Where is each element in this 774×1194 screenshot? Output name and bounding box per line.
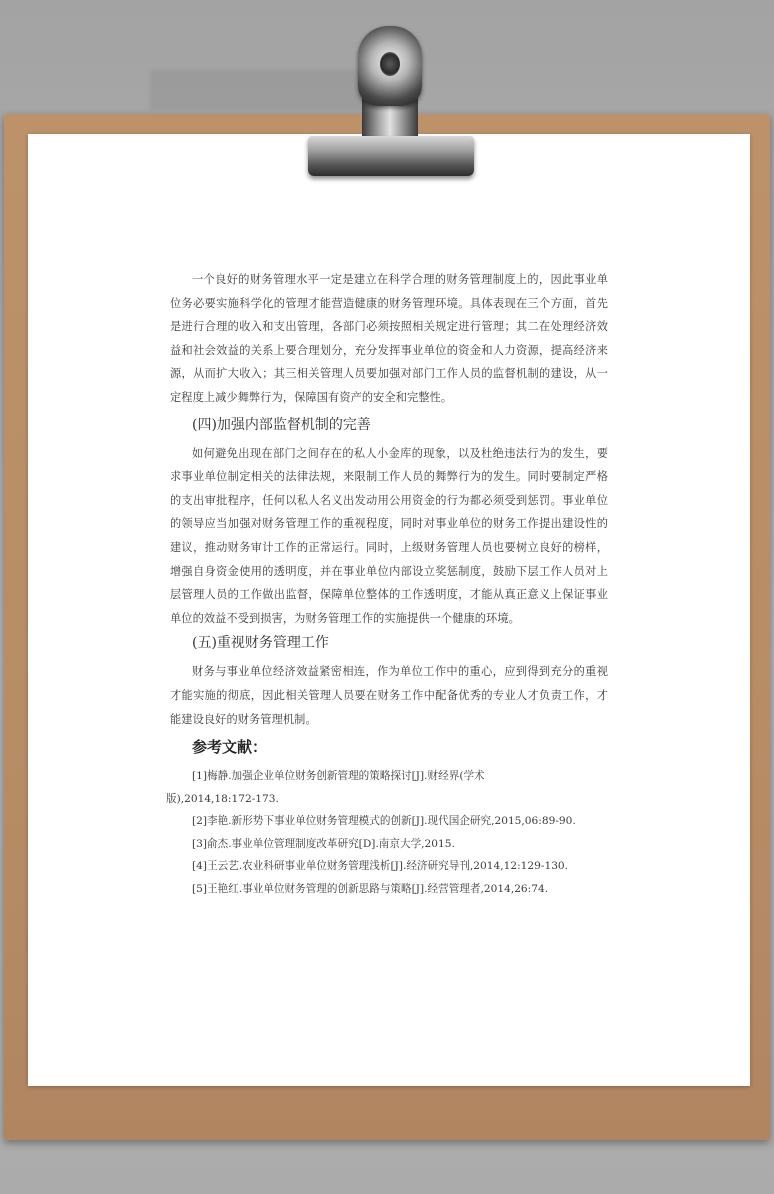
- reference-1-line-2: 版),2014,18:172-173.: [166, 792, 279, 805]
- reference-item: [3]俞杰.事业单位管理制度改革研究[D].南京大学,2015.: [192, 837, 455, 850]
- reference-item: [5]王艳红.事业单位财务管理的创新思路与策略[J].经营管理者,2014,26:74.: [192, 882, 549, 895]
- references-list: [166, 765, 608, 900]
- paragraph-2: 如何避免出现在部门之间存在的私人小金库的现象，以及杜绝违法行为的发生，要求事业单位制定相关的法律法规，来限制工作人员的舞弊行为的发生。同时要制定严格的支出审批程序，任何以私人名义出发动用公用资金的行为都必须受到惩罚。事业单位的领导应当加强对财务管理工作的重视程度，同时对事业单位的财务工作提出建设性的建议，推动财务审计工作的正常运行。同时，上级财务管理人员也要树立良好的榜样，增强自身资金使用的透明度，并在事业单位内部设立奖惩制度，鼓励下层工作人员对上层管理人员的工作做出监督，保障单位整体的工作透明度，才能从真正意义上保证事业单位的效益不受到损害，为财务管理工作的实施提供一个健康的环境。: [170, 446, 608, 625]
- reference-item: [4]王云艺.农业科研事业单位财务管理浅析[J].经济研究导刊,2014,12:129-130.: [192, 860, 569, 873]
- section-heading-4: (四)加强内部监督机制的完善: [192, 416, 371, 433]
- document-text: [166, 268, 608, 900]
- section-heading-5: (五)重视财务管理工作: [192, 635, 329, 652]
- reference-item: [2]李艳.新形势下事业单位财务管理模式的创新[J].现代国企研究,2015,06:89-90.: [192, 815, 576, 828]
- paragraph-1: 一个良好的财务管理水平一定是建立在科学合理的财务管理制度上的，因此事业单位务必要实施科学化的管理才能营造健康的财务管理环境。具体表现在三个方面，首先是进行合理的收入和支出管理，各部门必须按照相关规定进行管理；其二在处理经济效益和社会效益的关系上要合理划分，充分发挥事业单位的资金和人力资源，提高经济来源，从而扩大收入；其三相关管理人员要加强对部门工作人员的监督机制的建设，从一定程度上减少舞弊行为，保障国有资产的安全和完整性。: [170, 273, 608, 404]
- paragraph-3: 财务与事业单位经济效益紧密相连，作为单位工作中的重心，应到得到充分的重视才能实施的彻底，因此相关管理人员要在财务工作中配备优秀的专业人才负责工作，才能建设良好的财务管理机制。: [170, 665, 608, 726]
- clip-hole: [380, 52, 400, 76]
- clip-body: [308, 136, 474, 176]
- references-title: 参考文献：: [192, 738, 268, 757]
- binder-clip-icon: [300, 24, 476, 176]
- reference-1-line-1: [1]梅静.加强企业单位财务创新管理的策略探讨[J].财经界(学术: [192, 770, 485, 783]
- reference-item: [166, 765, 608, 810]
